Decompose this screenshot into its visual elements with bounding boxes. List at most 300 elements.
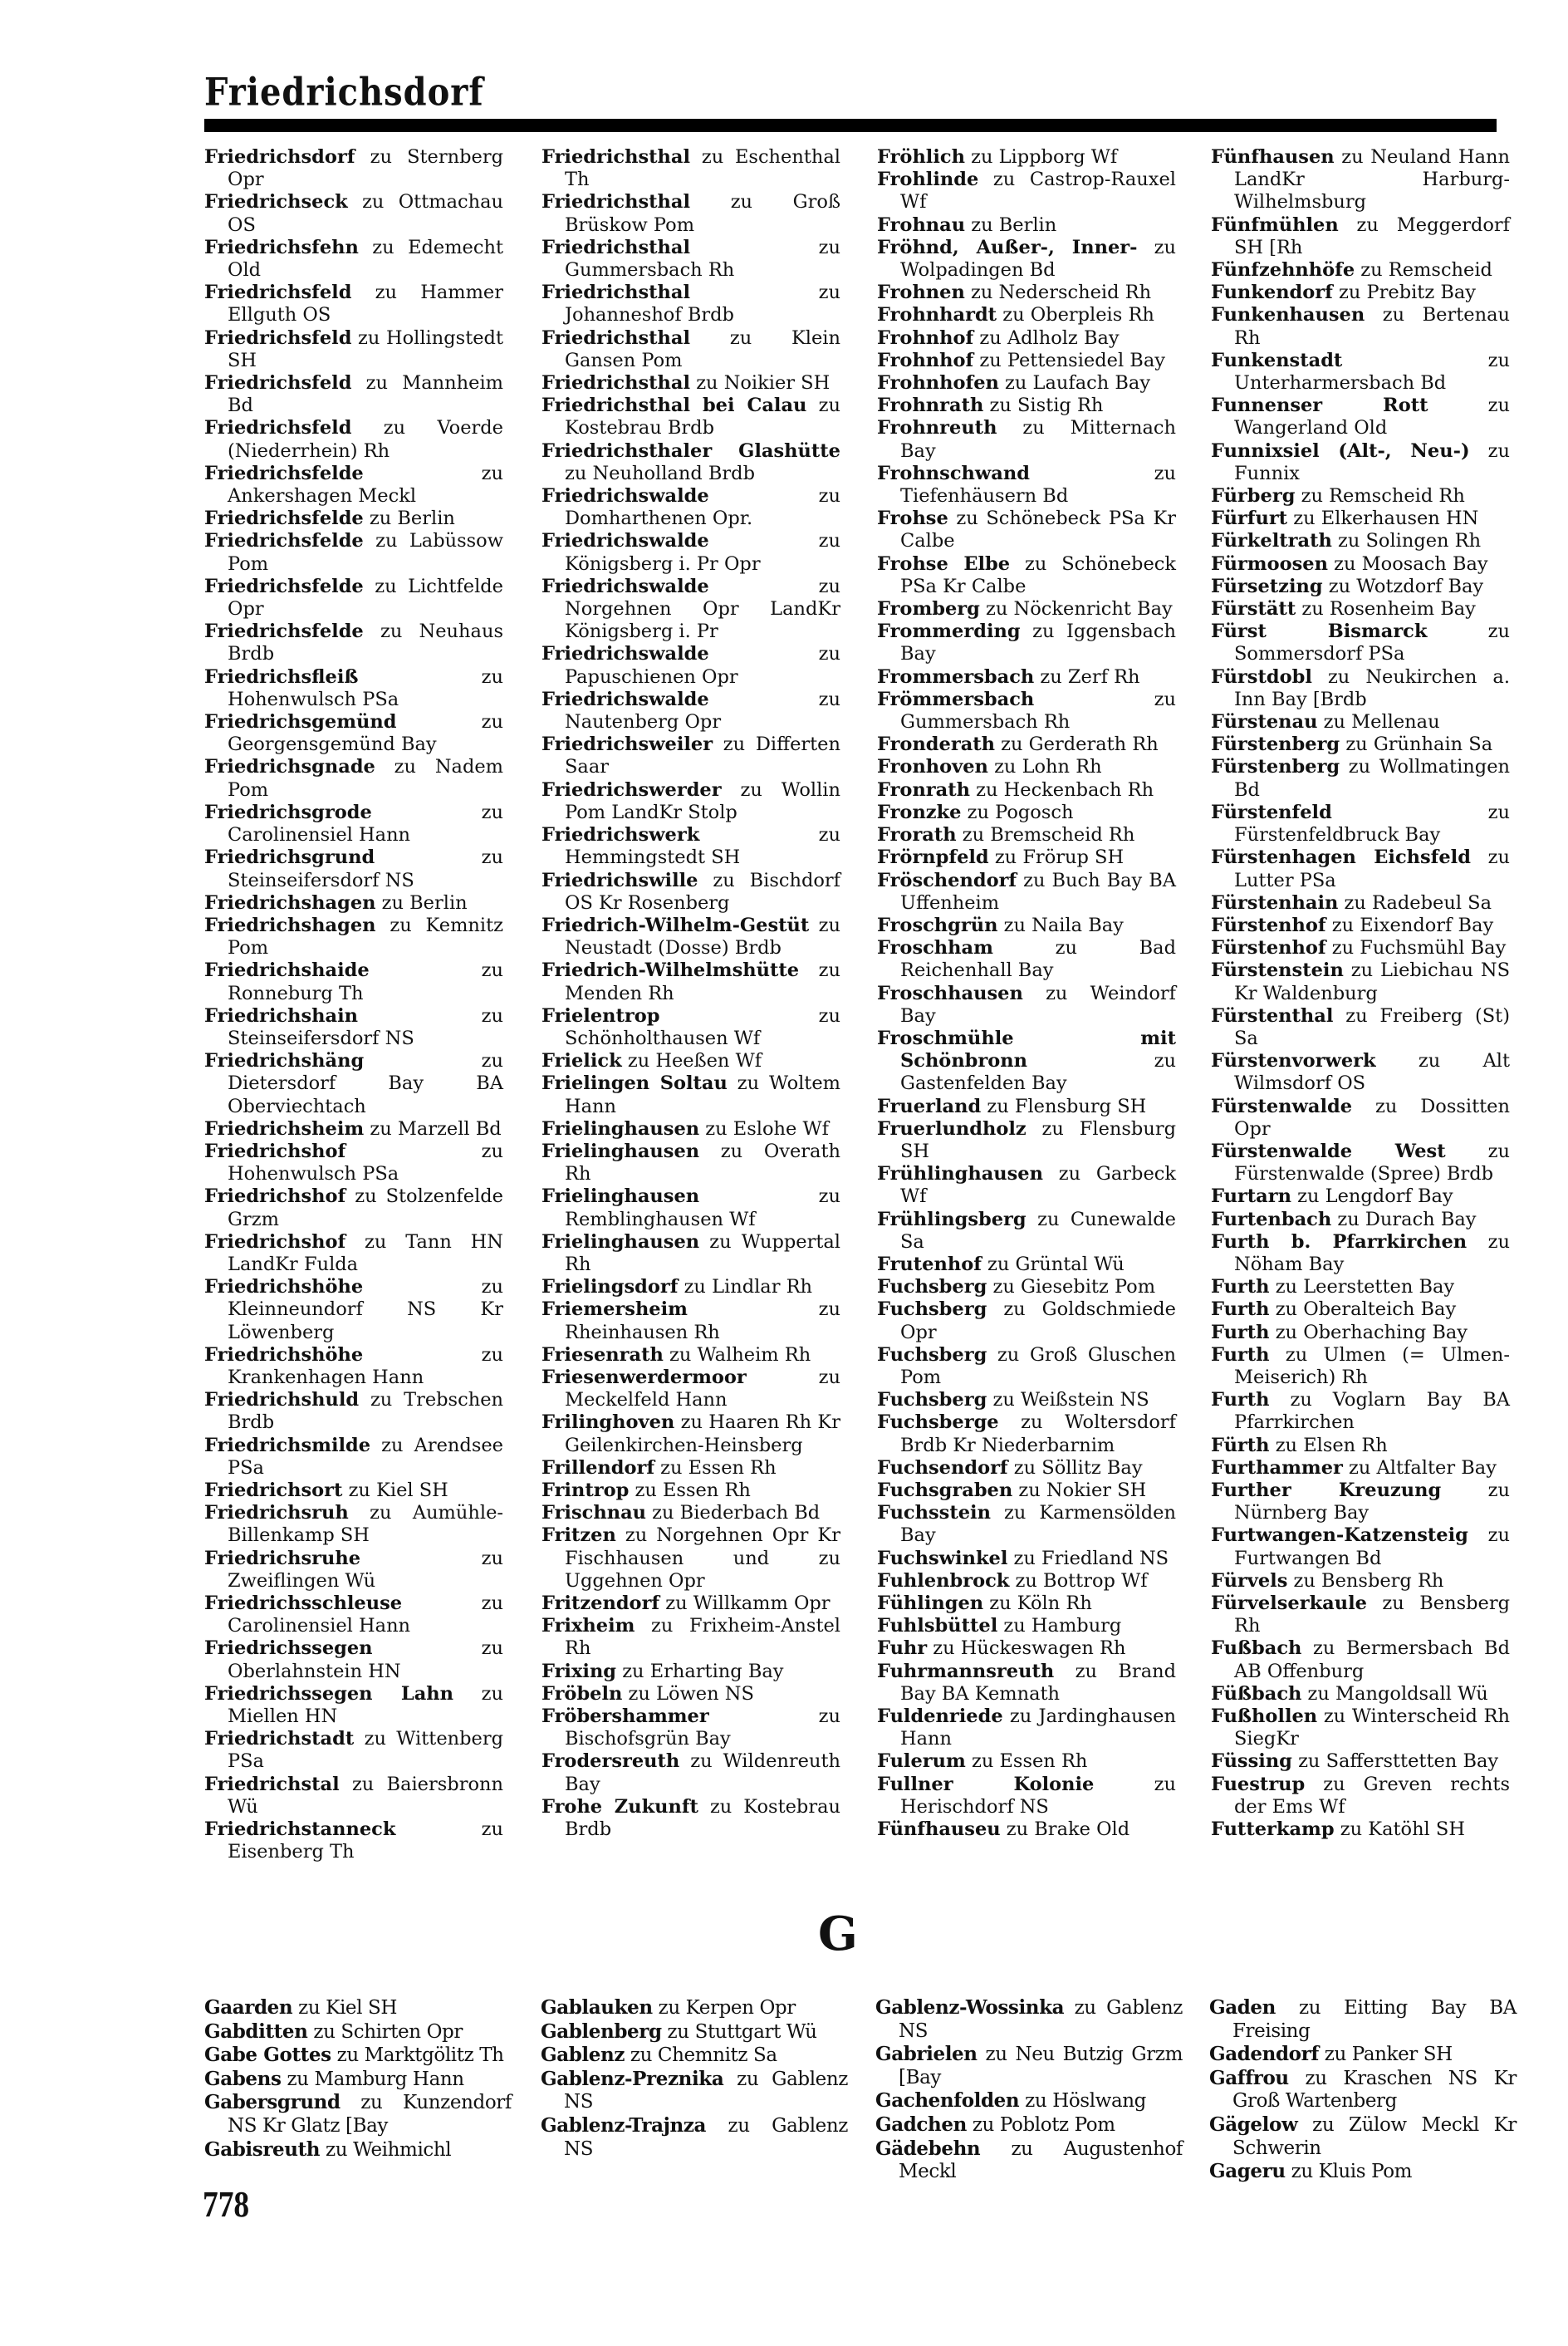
gazetteer-entry xyxy=(204,372,503,417)
gazetteer-entry xyxy=(877,915,1176,937)
entry-headword: Furtwangen-Katzensteig xyxy=(1211,1524,1468,1547)
entry-location: zu Essen Rh xyxy=(965,1750,1088,1773)
gazetteer-entry xyxy=(204,191,503,236)
entry-headword: Friesenrath xyxy=(541,1343,664,1366)
entry-location: zu Eixendorf Bay xyxy=(1325,914,1494,936)
entry-location: zu Miellen HN xyxy=(228,1682,503,1728)
gazetteer-entry xyxy=(541,191,840,236)
entry-location: zu Pettensiedel Bay xyxy=(973,349,1165,371)
gazetteer-entry xyxy=(541,530,840,575)
gazetteer-entry xyxy=(1211,485,1510,508)
entry-headword: Fuestrup xyxy=(1211,1773,1306,1795)
entry-location: zu Sommersdorf PSa xyxy=(1234,621,1511,665)
entry-location: zu Prebitz Bay xyxy=(1332,282,1477,304)
gazetteer-entry xyxy=(1211,802,1510,847)
gazetteer-entry xyxy=(204,1276,503,1344)
entry-location: zu Lengdorf Bay xyxy=(1291,1185,1453,1208)
entry-headword: Fürstenwalde xyxy=(1211,1095,1353,1117)
entry-headword: Fürsetzing xyxy=(1211,575,1323,597)
entry-location: zu Kostebrau Brdb xyxy=(565,1795,840,1841)
gazetteer-entry xyxy=(541,915,840,960)
gazetteer-entry xyxy=(541,327,840,372)
entry-location: zu Gablenz NS xyxy=(899,1997,1183,2042)
entry-location: zu Woltersdorf Brdb Kr Niederbarnim xyxy=(900,1411,1176,1456)
gazetteer-entry xyxy=(877,1818,1176,1841)
gazetteer-entry xyxy=(1211,282,1510,304)
gazetteer-entry xyxy=(204,417,503,462)
entry-location: zu Flensburg SH xyxy=(900,1117,1176,1162)
gazetteer-entry xyxy=(875,2137,1183,2184)
gazetteer-entry xyxy=(204,1637,503,1682)
entry-headword: Gabditten xyxy=(204,2020,308,2043)
entry-location: zu Weindorf Bay xyxy=(900,982,1176,1027)
entry-headword: Friedrichsdorf xyxy=(204,146,355,168)
entry-location: zu Hohenwulsch PSa xyxy=(228,1140,503,1185)
entry-headword: Fürstenhof xyxy=(1211,937,1326,960)
entry-headword: Friedrichstanneck xyxy=(204,1818,396,1841)
gazetteer-entry xyxy=(1211,1818,1510,1841)
entry-headword: Gabe Gottes xyxy=(204,2044,331,2067)
entry-headword: Furth xyxy=(1211,1343,1270,1366)
entry-location: zu Mannheim Bd xyxy=(228,372,503,417)
gazetteer-entry xyxy=(877,1163,1176,1208)
gazetteer-entry xyxy=(204,530,503,575)
entry-headword: Friedrichswalde xyxy=(541,575,709,597)
g-section-columns xyxy=(204,1996,1550,2212)
entry-location: zu Nautenberg Opr xyxy=(565,688,840,734)
entry-headword: Friedrichsthal xyxy=(541,191,691,213)
entry-headword: Fuchsberg xyxy=(877,1276,987,1298)
entry-headword: Fürstenberg xyxy=(1211,756,1340,778)
gazetteer-entry xyxy=(204,2044,512,2068)
entry-location: zu Kleinneundorf NS Kr Löwenberg xyxy=(228,1276,503,1343)
entry-location: zu Gastenfelden Bay xyxy=(900,1050,1176,1095)
entry-headword: Frohnhof xyxy=(877,326,974,349)
entry-headword: Füssing xyxy=(1211,1750,1292,1773)
gazetteer-entry xyxy=(1211,440,1510,485)
entry-location: zu Norgehnen Opr LandKr Königsberg i. Pr xyxy=(565,575,840,643)
gazetteer-entry xyxy=(1211,847,1510,891)
entry-location: zu Hohenwulsch PSa xyxy=(228,665,503,710)
entry-location: zu Nokier SH xyxy=(1012,1479,1147,1501)
gazetteer-entry xyxy=(204,1344,503,1389)
entry-location: zu Flensburg SH xyxy=(981,1095,1147,1117)
gazetteer-entry xyxy=(1209,2160,1517,2184)
gazetteer-entry xyxy=(1211,1005,1510,1050)
entry-headword: Fuchsendorf xyxy=(877,1456,1008,1479)
entry-location: zu Mamburg Hann xyxy=(281,2068,464,2090)
entry-location: zu Noikier SH xyxy=(690,372,831,395)
entry-headword: Frohlinde xyxy=(877,169,979,191)
entry-location: zu Lindlar Rh xyxy=(678,1276,813,1298)
entry-headword: Friedrichsfeld xyxy=(204,417,352,439)
entry-headword: Furtarn xyxy=(1211,1185,1291,1208)
entry-headword: Friedrichshaide xyxy=(204,960,370,982)
gazetteer-entry xyxy=(541,1298,840,1343)
gazetteer-entry xyxy=(1211,508,1510,530)
entry-location: zu Schirten Opr xyxy=(307,2020,463,2043)
gazetteer-entry xyxy=(877,372,1176,395)
entry-location: zu Dossitten Opr xyxy=(1234,1095,1510,1140)
entry-location: zu Eisenberg Th xyxy=(228,1818,503,1863)
entry-headword: Frohse Elbe xyxy=(877,552,1011,575)
gazetteer-entry xyxy=(541,146,840,191)
gazetteer-entry xyxy=(204,915,503,960)
entry-headword: Furth xyxy=(1211,1298,1270,1321)
gazetteer-entry xyxy=(877,1774,1176,1818)
gazetteer-entry xyxy=(541,1050,840,1072)
entry-headword: Friedrichsfehn xyxy=(204,236,359,258)
entry-headword: Friedrichshain xyxy=(204,1004,358,1027)
entry-headword: Fronzke xyxy=(877,801,962,823)
entry-location: zu Papuschienen Opr xyxy=(565,643,840,688)
gazetteer-entry xyxy=(1209,2067,1517,2113)
entry-location: zu Trebschen Brdb xyxy=(228,1389,503,1434)
gazetteer-entry xyxy=(204,1996,512,2020)
entry-location: zu Saffersttetten Bay xyxy=(1291,1750,1499,1773)
gazetteer-entry xyxy=(204,1050,503,1118)
gazetteer-entry xyxy=(541,1411,840,1456)
column-4 xyxy=(1211,146,1510,1841)
entry-location: zu Weihmichl xyxy=(320,2138,452,2161)
entry-location: zu Menden Rh xyxy=(565,960,840,1004)
gazetteer-entry xyxy=(541,1072,840,1117)
gazetteer-entry xyxy=(1211,576,1510,598)
entry-location: zu Stolzenfelde Grzm xyxy=(228,1185,503,1230)
gazetteer-entry xyxy=(541,1005,840,1050)
entry-location: zu Weißstein NS xyxy=(987,1389,1149,1411)
entry-headword: Fuchsberg xyxy=(877,1389,987,1411)
entry-location: zu Essen Rh xyxy=(629,1479,751,1501)
gazetteer-entry xyxy=(541,372,840,395)
entry-headword: Friedrichshöhe xyxy=(204,1276,364,1298)
entry-location: zu Biederbach Bd xyxy=(646,1502,821,1524)
entry-location: zu Herischdorf NS xyxy=(900,1773,1176,1818)
entry-headword: Fürstenfeld xyxy=(1211,801,1332,823)
entry-headword: Fürstenhagen Eichsfeld xyxy=(1211,847,1471,869)
gazetteer-entry xyxy=(541,1185,840,1230)
entry-location: zu Alt Wilmsdorf OS xyxy=(1234,1050,1510,1095)
entry-headword: Friedrichsfeld xyxy=(204,282,352,304)
f-section-columns xyxy=(204,146,1550,1874)
entry-headword: Gageru xyxy=(1209,2160,1286,2183)
gazetteer-entry xyxy=(1211,1706,1510,1750)
entry-headword: Fühlingen xyxy=(877,1593,984,1614)
gazetteer-entry xyxy=(877,1637,1176,1660)
gazetteer-entry xyxy=(204,1593,503,1637)
entry-location: zu Bischdorf OS Kr Rosenberg xyxy=(565,869,840,914)
entry-headword: Frohnreuth xyxy=(877,417,997,439)
entry-headword: Fulerum xyxy=(877,1750,966,1773)
entry-location: zu Wangerland Old xyxy=(1234,395,1510,439)
entry-headword: Fürstenwalde West xyxy=(1211,1140,1446,1162)
gazetteer-entry xyxy=(877,1548,1176,1570)
entry-headword: Funkendorf xyxy=(1211,282,1333,304)
entry-location: zu Neukirchen a. Inn Bay [Brdb xyxy=(1234,665,1510,710)
entry-location: zu Kluis Pom xyxy=(1285,2161,1413,2183)
entry-headword: Fronderath xyxy=(877,734,996,756)
entry-headword: Friedrichsfelde xyxy=(204,462,364,484)
entry-headword: Friedrichstal xyxy=(204,1773,340,1795)
entry-location: zu Baiersbronn Wü xyxy=(228,1773,503,1818)
gazetteer-entry xyxy=(1211,350,1510,395)
entry-location: zu Berlin xyxy=(375,891,468,914)
entry-location: zu Altfalter Bay xyxy=(1342,1456,1497,1479)
gazetteer-entry xyxy=(877,1615,1176,1637)
entry-location: zu Elsen Rh xyxy=(1269,1434,1388,1456)
entry-location: zu Nöham Bay xyxy=(1234,1230,1510,1275)
gazetteer-entry xyxy=(204,1502,503,1547)
entry-location: zu Bensberg Rh xyxy=(1234,1593,1510,1637)
entry-headword: Furth xyxy=(1211,1389,1270,1411)
gazetteer-entry xyxy=(541,1344,840,1367)
gazetteer-entry xyxy=(541,689,840,734)
entry-headword: Gadchen xyxy=(875,2113,967,2136)
entry-location: zu Carolinensiel Hann xyxy=(228,1593,503,1637)
entry-location: zu Brake Old xyxy=(1000,1818,1130,1841)
entry-headword: Furtenbach xyxy=(1211,1208,1332,1230)
entry-headword: Friedrichsgrund xyxy=(204,847,375,869)
g-column-4 xyxy=(1209,1996,1517,2184)
entry-location: zu Wollin Pom LandKr Stolp xyxy=(565,778,840,823)
entry-headword: Funnixsiel (Alt-, Neu-) xyxy=(1211,439,1470,462)
entry-location: zu Ankershagen Meckl xyxy=(228,462,503,508)
gazetteer-entry xyxy=(875,2043,1183,2089)
entry-location: zu Neuland Hann LandKr Harburg-Wilhelmsburg xyxy=(1234,146,1510,213)
section-letter-heading: G xyxy=(818,1907,858,1961)
entry-headword: Friedrichsthal xyxy=(541,372,691,395)
entry-headword: Fuchsberge xyxy=(877,1411,999,1434)
gazetteer-entry xyxy=(541,779,840,824)
gazetteer-entry xyxy=(877,1118,1176,1163)
entry-location: zu Hamburg xyxy=(997,1615,1122,1637)
entry-location: zu Jardinghausen Hann xyxy=(900,1706,1176,1750)
entry-headword: Fürth xyxy=(1211,1434,1270,1456)
gazetteer-entry xyxy=(541,734,840,778)
entry-headword: Frohnhardt xyxy=(877,304,997,326)
entry-headword: Friedrichsthal xyxy=(541,236,691,258)
entry-location: zu Rheinhausen Rh xyxy=(565,1298,840,1343)
gazetteer-entry xyxy=(1211,1322,1510,1344)
entry-headword: Friedrichswalde xyxy=(541,485,709,508)
gazetteer-entry xyxy=(204,1728,503,1773)
entry-location: zu Bermersbach Bd AB Offenburg xyxy=(1234,1637,1510,1682)
gazetteer-entry xyxy=(204,2138,512,2162)
entry-location: zu Wittenberg PSa xyxy=(228,1728,503,1773)
entry-headword: Fullner Kolonie xyxy=(877,1773,1095,1795)
entry-headword: Gaarden xyxy=(204,1996,293,2019)
gazetteer-entry xyxy=(877,1344,1176,1389)
entry-headword: Funnenser Rott xyxy=(1211,395,1428,417)
gazetteer-entry xyxy=(877,756,1176,778)
entry-headword: Frintrop xyxy=(541,1479,630,1501)
entry-headword: Friedrichsort xyxy=(204,1479,343,1501)
entry-headword: Friedrichshuld xyxy=(204,1389,360,1411)
entry-location: zu Tiefenhäusern Bd xyxy=(900,462,1176,508)
entry-location: zu Oberalteich Bay xyxy=(1269,1298,1457,1321)
gazetteer-entry xyxy=(1211,395,1510,439)
entry-headword: Fußhollen xyxy=(1211,1706,1318,1728)
gazetteer-entry xyxy=(204,1435,503,1480)
gazetteer-entry xyxy=(877,1028,1176,1096)
entry-headword: Fürstenhof xyxy=(1211,914,1326,936)
entry-headword: Fünfzehnhöfe xyxy=(1211,259,1355,282)
entry-headword: Frohnschwand xyxy=(877,462,1030,484)
gazetteer-entry xyxy=(541,1457,840,1480)
entry-headword: Friedrichsruh xyxy=(204,1502,349,1524)
entry-location: zu Heeßen Wf xyxy=(621,1050,762,1072)
gazetteer-entry xyxy=(877,734,1176,756)
entry-headword: Froschhausen xyxy=(877,982,1023,1004)
entry-location: zu Königsberg i. Pr Opr xyxy=(565,530,840,575)
entry-location: zu Dietersdorf Bay BA Oberviechtach xyxy=(228,1050,503,1117)
entry-headword: Fürstätt xyxy=(1211,598,1296,621)
entry-location: zu Hammer Ellguth OS xyxy=(228,282,503,326)
entry-location: zu Leerstetten Bay xyxy=(1269,1276,1455,1298)
entry-headword: Frörnpfeld xyxy=(877,847,989,869)
gazetteer-entry xyxy=(541,485,840,530)
gazetteer-entry xyxy=(204,327,503,372)
entry-headword: Froschgrün xyxy=(877,914,998,936)
entry-location: zu Wolpadingen Bd xyxy=(900,236,1176,282)
gazetteer-entry xyxy=(204,2091,512,2137)
entry-location: zu Fuchsmühl Bay xyxy=(1325,937,1507,960)
entry-headword: Fröschendorf xyxy=(877,869,1017,891)
entry-headword: Fröhnd, Außer-, Inner- xyxy=(877,236,1138,258)
entry-location: zu Krankenhagen Hann xyxy=(228,1343,503,1388)
entry-location: zu Winterscheid Rh SiegKr xyxy=(1234,1706,1510,1750)
gazetteer-entry xyxy=(1211,1389,1510,1434)
entry-headword: Friedrichsfleiß xyxy=(204,665,359,688)
entry-location: zu Carolinensiel Hann xyxy=(228,801,503,847)
entry-location: zu Neustadt (Dosse) Brdb xyxy=(565,914,840,960)
gazetteer-entry xyxy=(541,1276,840,1298)
entry-headword: Fürst Bismarck xyxy=(1211,621,1428,643)
entry-location: zu Löwen NS xyxy=(622,1682,754,1705)
entry-location: zu Naila Bay xyxy=(997,914,1124,936)
entry-location: zu Differten Saar xyxy=(565,734,840,778)
entry-headword: Futterkamp xyxy=(1211,1818,1335,1841)
gazetteer-entry xyxy=(204,1185,503,1230)
entry-location: zu Bremscheid Rh xyxy=(956,824,1135,847)
entry-headword: Fronhoven xyxy=(877,756,988,778)
entry-headword: Fuchsstein xyxy=(877,1502,991,1524)
gazetteer-entry xyxy=(541,2020,848,2044)
entry-location: zu Funnix xyxy=(1234,439,1510,484)
gazetteer-entry xyxy=(541,1796,840,1841)
entry-location: zu Kemnitz Pom xyxy=(228,914,503,960)
gazetteer-entry xyxy=(541,1231,840,1276)
gazetteer-entry xyxy=(1211,621,1510,665)
gazetteer-entry xyxy=(877,1389,1176,1411)
entry-headword: Friedrichshagen xyxy=(204,914,376,936)
gazetteer-entry xyxy=(541,1367,840,1411)
gazetteer-entry xyxy=(204,1389,503,1434)
entry-location: zu Nadem Pom xyxy=(228,756,503,801)
entry-headword: Fürstenstein xyxy=(1211,960,1344,982)
entry-headword: Friedrichswerk xyxy=(541,824,700,847)
entry-location: zu Marktgölitz Th xyxy=(331,2044,504,2067)
entry-headword: Fronrath xyxy=(877,778,970,801)
gazetteer-entry xyxy=(877,802,1176,824)
entry-headword: Froschmühle mit Schönbronn xyxy=(877,1027,1176,1072)
entry-headword: Fürstdobl xyxy=(1211,665,1312,688)
entry-headword: Frommersbach xyxy=(877,665,1035,688)
gazetteer-entry xyxy=(875,2089,1183,2113)
gazetteer-entry xyxy=(204,2020,512,2044)
entry-location: zu Mangoldsall Wü xyxy=(1301,1682,1488,1705)
entry-headword: Frielentrop xyxy=(541,1004,660,1027)
gazetteer-entry xyxy=(541,1683,840,1706)
entry-headword: Friedrichshof xyxy=(204,1140,346,1162)
entry-headword: Frorath xyxy=(877,824,957,847)
gazetteer-entry xyxy=(1211,734,1510,756)
entry-location: zu Cunewalde Sa xyxy=(900,1208,1176,1253)
entry-headword: Friedrichsruhe xyxy=(204,1547,361,1569)
entry-headword: Fürmoosen xyxy=(1211,552,1328,575)
gazetteer-entry xyxy=(877,983,1176,1028)
entry-headword: Frutenhof xyxy=(877,1253,982,1275)
entry-headword: Gädebehn xyxy=(875,2137,981,2160)
entry-headword: Fürstenvorwerk xyxy=(1211,1050,1376,1072)
entry-headword: Gadendorf xyxy=(1209,2043,1319,2066)
entry-location: zu Aumühle-Billenkamp SH xyxy=(228,1502,503,1547)
entry-headword: Friedrichsthaler Glashütte xyxy=(541,439,840,462)
g-column-3 xyxy=(875,1996,1183,2184)
entry-location: zu Mitternach Bay xyxy=(900,417,1176,462)
entry-headword: Furth xyxy=(1211,1276,1270,1298)
entry-location: zu Woltem Hann xyxy=(565,1072,841,1117)
entry-location: zu Meggerdorf SH [Rh xyxy=(1234,213,1510,258)
gazetteer-entry xyxy=(877,1411,1176,1456)
running-head: Friedrichsdorf xyxy=(204,70,484,115)
entry-location: zu Frixheim-Anstel Rh xyxy=(565,1615,840,1660)
entry-headword: Frixheim xyxy=(541,1615,635,1637)
gazetteer-entry xyxy=(541,1502,840,1524)
entry-headword: Frohse xyxy=(877,508,948,530)
entry-headword: Gablenz xyxy=(541,2044,625,2067)
gazetteer-entry xyxy=(204,802,503,847)
gazetteer-entry xyxy=(877,237,1176,282)
gazetteer-entry xyxy=(877,779,1176,802)
entry-location: zu Oberlahnstein HN xyxy=(228,1637,503,1682)
entry-location: zu Kerpen Opr xyxy=(652,1997,796,2019)
gazetteer-entry xyxy=(204,1774,503,1818)
gazetteer-entry xyxy=(877,1209,1176,1254)
entry-headword: Fruerlundholz xyxy=(877,1117,1027,1140)
gazetteer-entry xyxy=(877,350,1176,372)
entry-location: zu Zülow Meckl Kr Schwerin xyxy=(1232,2113,1517,2159)
entry-location: zu Labüssow Pom xyxy=(228,530,503,575)
gazetteer-entry xyxy=(541,1141,840,1185)
entry-headword: Froschham xyxy=(877,937,993,960)
entry-headword: Frielinghausen xyxy=(541,1185,700,1208)
entry-headword: Fuchsgraben xyxy=(877,1479,1013,1501)
entry-location: zu Oberpleis Rh xyxy=(997,304,1154,326)
entry-location: zu Sistig Rh xyxy=(983,395,1104,417)
entry-location: zu Wuppertal Rh xyxy=(565,1230,840,1275)
entry-headword: Frielinghausen xyxy=(541,1230,700,1253)
entry-location: zu Greven rechts der Ems Wf xyxy=(1234,1773,1510,1818)
entry-headword: Frohnen xyxy=(877,282,965,304)
entry-headword: Fürfurt xyxy=(1211,508,1288,530)
entry-headword: Fünfhausen xyxy=(1211,146,1335,168)
entry-headword: Fünfhauseu xyxy=(877,1818,1001,1841)
gazetteer-entry xyxy=(204,2068,512,2092)
gazetteer-entry xyxy=(541,395,840,439)
gazetteer-entry xyxy=(204,892,503,915)
entry-headword: Fuldenriede xyxy=(877,1706,1003,1728)
